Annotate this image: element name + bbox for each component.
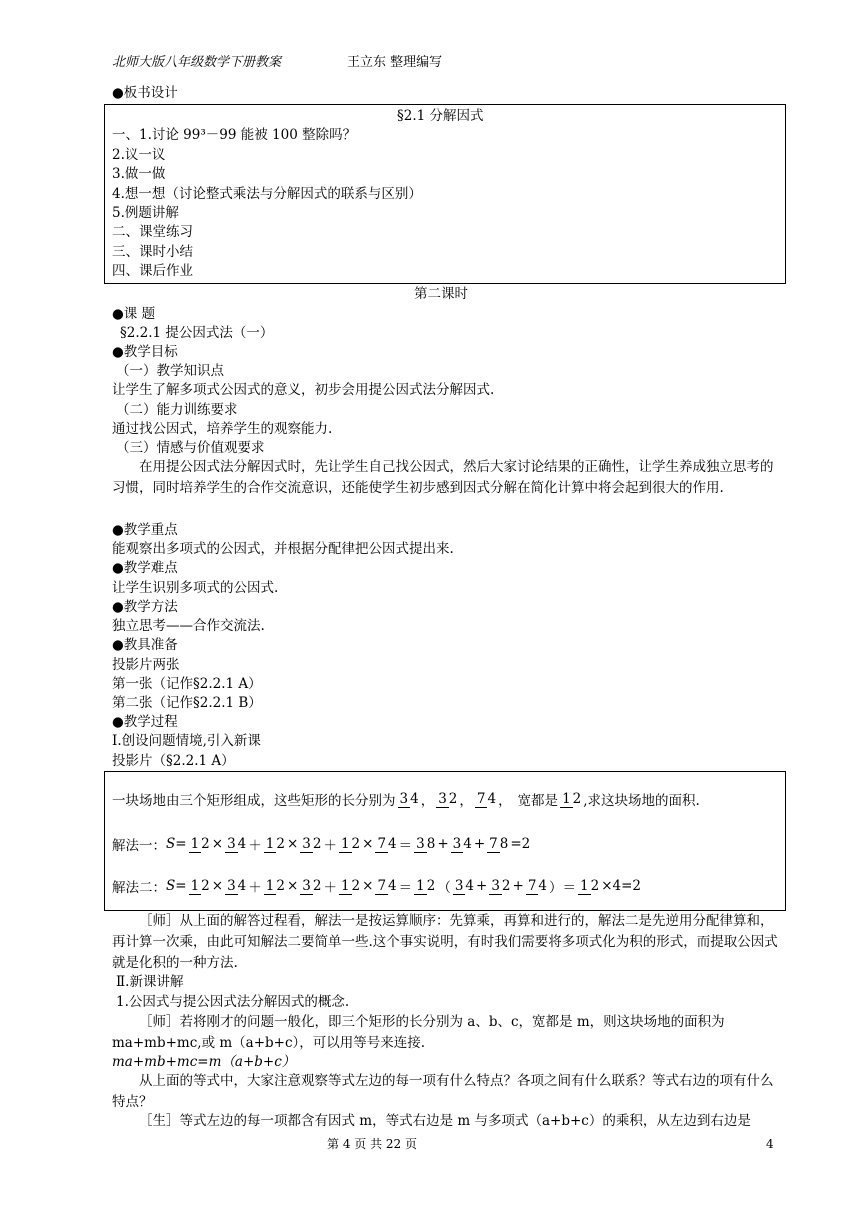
footer-page-num: 4 — [766, 1137, 774, 1151]
board-box — [104, 104, 786, 284]
text-line: 让学生识别多项式的公因式. — [112, 580, 279, 596]
text-line: 第一张（记作§2.2.1 A） — [112, 676, 262, 692]
text-line: §2.2.1 提公因式法（一） — [120, 325, 274, 341]
text-line: Ⅰ.创设问题情境,引入新课 — [112, 733, 261, 749]
board-label: ●板书设计 — [112, 85, 178, 101]
board-item: 二、课堂练习 — [112, 224, 193, 240]
paragraph: 从上面的等式中，大家注意观察等式左边的每一项有什么特点？各项之间有什么联系？等式右边的项有什么特点？ — [112, 1073, 774, 1110]
fraction: 1 2 — [562, 790, 582, 807]
fraction: 3 4 — [399, 790, 419, 807]
paragraph: ［师］若将刚才的问题一般化，即三个矩形的长分别为 a、b、c，宽都是 m，则这块场地的面积为 ma+mb+mc,或 m（a+b+c），可以用等号来连接. — [112, 1014, 725, 1051]
sub-heading: 1.公因式与提公因式法分解因式的概念. — [116, 994, 350, 1010]
text-line: （一）教学知识点 — [116, 363, 224, 379]
problem-statement: 一块场地由三个矩形组成，这些矩形的长分别为 3 4 ， 3 2 ， 7 4 ， 宽都是 1 2 ,求这块场地的面积. — [112, 790, 700, 809]
text-line: ●教学方法 — [112, 599, 178, 615]
text-line: 独立思考——合作交流法. — [112, 618, 265, 634]
text-line: ●教学难点 — [112, 560, 178, 576]
text-line: ●教学过程 — [112, 714, 178, 730]
paragraph: ［师］从上面的解答过程看，解法一是按运算顺序：先算乘，再算和进行的，解法二是先逆用分配律算和，再计算一次乘，由此可知解法二要简单一些.这个事实说明，有时我们需要将多项式化为积的形式，而提取公因式就是化积的一种方法. — [112, 913, 778, 971]
text-line: ●教学目标 — [112, 344, 178, 360]
text-line: ●教学重点 — [112, 522, 178, 538]
paragraph: ［生］等式左边的每一项都含有因式 m，等式右边是 m 与多项式（a+b+c）的乘积，从左边到右边是 — [139, 1113, 751, 1129]
text-line: 让学生了解多项式公因式的意义，初步会用提公因式法分解因式. — [112, 382, 495, 398]
text-line: 投影片两张 — [112, 657, 180, 673]
text-line: 能观察出多项式的公因式，并根据分配律把公因式提出来. — [112, 541, 454, 557]
board-item: 4.想一想（讨论整式乘法与分解因式的联系与区别） — [112, 186, 422, 202]
text-line: ●课 题 — [112, 306, 156, 322]
footer-page-text: 第 4 页 共 22 页 — [327, 1137, 417, 1151]
paragraph: 在用提公因式法分解因式时，先让学生自己找公因式，然后大家讨论结果的正确性，让学生养成独立思考的习惯，同时培养学生的合作交流意识，还能使学生初步感到因式分解在简化计算中将会起到很大的作用. — [112, 459, 774, 496]
equation: ma+mb+mc=m（a+b+c） — [112, 1054, 296, 1070]
text-line: （二）能力训练要求 — [116, 402, 238, 418]
board-item: 3.做一做 — [112, 166, 166, 182]
header-title: 北师大版八年级数学下册教案 — [112, 55, 282, 70]
board-item: 三、课时小结 — [112, 244, 193, 260]
board-item: 5.例题讲解 — [112, 205, 179, 221]
board-item: 2.议一议 — [112, 147, 166, 163]
section-heading: Ⅱ.新课讲解 — [116, 974, 184, 990]
text-line: （三）情感与价值观要求 — [116, 440, 265, 456]
text-line: 通过找公因式，培养学生的观察能力. — [112, 421, 333, 437]
solution-two: 解法二： S = 1 2 × 3 4 ＋ 1 2 × 3 2 ＋ 1 2 × 7 4 ＝ 1 2 （ 3 4 + 3 2 + 7 4 ）＝ 1 2 ×4=2 — [112, 877, 641, 896]
board-item: 四、课后作业 — [112, 263, 193, 279]
fraction: 3 2 — [438, 790, 458, 807]
header-author: 王立东 整理编写 — [347, 55, 443, 70]
text-line: ●教具准备 — [112, 637, 178, 653]
solution-one: 解法一： S = 1 2 × 3 4 ＋ 1 2 × 3 2 ＋ 1 2 × 7 4 ＝ 3 8 + 3 4 + 7 8 =2 — [112, 835, 531, 854]
board-item: 一、1.讨论 99³－99 能被 100 整除吗？ — [112, 127, 357, 143]
fraction: 7 4 — [476, 790, 497, 807]
text-line: 第二张（记作§2.2.1 B） — [112, 695, 262, 711]
text-line: 投影片（§2.2.1 A） — [112, 753, 235, 769]
lesson-title: 第二课时 — [414, 286, 468, 302]
board-title: §2.1 分解因式 — [397, 108, 484, 124]
